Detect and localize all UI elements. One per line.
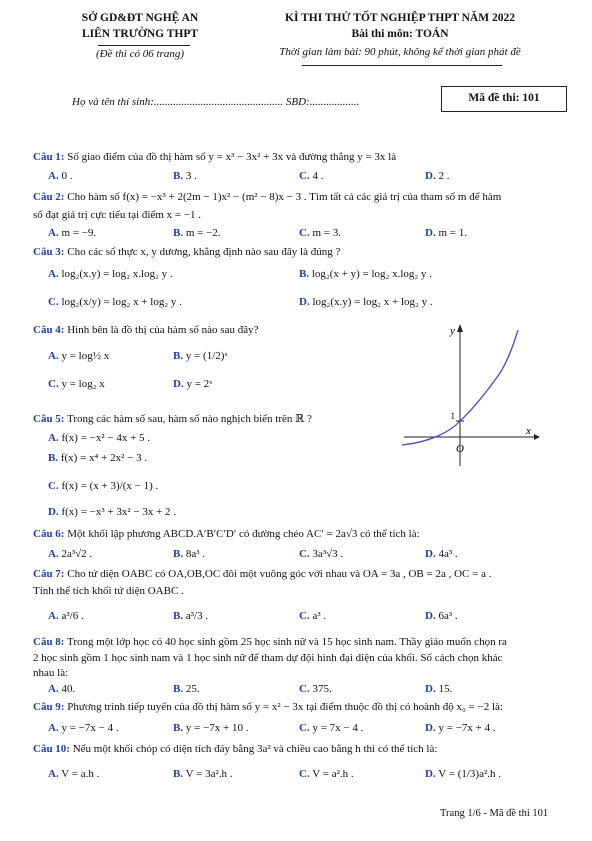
- q10-option-d[interactable]: [425, 768, 501, 780]
- option-text: a³/6 .: [61, 610, 84, 622]
- option-text: V = a².h .: [312, 768, 354, 780]
- option-text: 3 .: [185, 170, 197, 182]
- option-text: y = −7x + 4 .: [438, 722, 496, 734]
- header-underline-left: [98, 45, 190, 46]
- y-axis-arrow-icon: [457, 324, 463, 332]
- question-text: Cho hàm số f(x) = −x³ + 2(2m − 1)x² − (m² − 8)x − 3 . Tìm tất cả các giá trị của tham số m để hàm: [67, 191, 502, 203]
- option-letter: C.: [299, 722, 310, 734]
- option-letter: A.: [48, 768, 59, 780]
- option-text: log₂(x.y) = log₂ x + log₂ y .: [312, 296, 433, 308]
- q4-option-c[interactable]: [48, 378, 105, 390]
- question-2-cont: số đạt giá trị cực tiểu tại điểm x = −1 .: [33, 209, 202, 221]
- option-letter: B.: [48, 452, 59, 464]
- option-text: 6a³ .: [438, 610, 458, 622]
- q7-option-d[interactable]: [425, 610, 458, 622]
- question-number: Câu 7:: [33, 568, 65, 580]
- exam-title: KÌ THI THỬ TỐT NGHIỆP THPT NĂM 2022: [285, 12, 515, 24]
- option-letter: B.: [173, 170, 184, 182]
- pages-note: (Đề thi có 06 trang): [96, 48, 184, 60]
- option-text: y = 2ˣ: [186, 378, 213, 390]
- option-letter: B.: [173, 768, 184, 780]
- tick-label: 1: [450, 411, 455, 421]
- question-text: Cho các số thực x, y dương, khẳng định nào sau đây là đúng ?: [67, 246, 341, 258]
- question-text: Nếu một khối chóp có diện tích đáy bằng 3a² và chiều cao bằng h thì có thể tích là:: [72, 743, 438, 755]
- x-label: x: [526, 425, 531, 437]
- header-underline-right: [302, 65, 502, 66]
- option-letter: B.: [299, 268, 310, 280]
- q4-option-a[interactable]: [48, 350, 109, 362]
- q10-option-b[interactable]: [173, 768, 233, 780]
- question-number: Câu 3:: [33, 246, 65, 258]
- question-number: Câu 9:: [33, 701, 65, 713]
- student-info-line: Họ và tên thí sinh:............................................... SBD:..................: [72, 96, 360, 108]
- q5-option-c[interactable]: [48, 480, 158, 492]
- option-letter: C.: [299, 170, 310, 182]
- question-number: Câu 5:: [33, 413, 65, 425]
- option-text: m = 3.: [312, 227, 341, 239]
- option-text: m = −2.: [185, 227, 221, 239]
- option-letter: C.: [48, 378, 59, 390]
- q1-option-c[interactable]: [299, 170, 323, 182]
- option-text: V = 3a².h .: [185, 768, 233, 780]
- question-number: Câu 10:: [33, 743, 70, 755]
- q7-option-b[interactable]: [173, 610, 208, 622]
- question-3: [33, 246, 340, 258]
- exponential-graph: [400, 318, 540, 468]
- q9-option-c[interactable]: [299, 722, 363, 734]
- exam-time-note: Thời gian làm bài: 90 phút, không kể thời gian phát đề: [279, 46, 521, 58]
- option-text: f(x) = (x + 3)/(x − 1) .: [61, 480, 159, 492]
- option-text: 0 .: [61, 170, 73, 182]
- q1-option-d[interactable]: [425, 170, 449, 182]
- option-text: f(x) = −x² − 4x + 5 .: [61, 432, 151, 444]
- option-letter: D.: [425, 683, 436, 695]
- option-text: 4 .: [312, 170, 324, 182]
- option-text: y = −7x + 10 .: [185, 722, 249, 734]
- question-8-cont: 2 học sinh gồm 1 học sinh nam và 1 học sinh nữ để tham dự đội hình đại diện của khối. Số cách chọn khác: [33, 652, 503, 664]
- option-letter: C.: [299, 548, 310, 560]
- q7-option-c[interactable]: [299, 610, 326, 622]
- option-text: log₂(x.y) = log₂ x.log₂ y .: [61, 268, 173, 280]
- option-letter: D.: [48, 506, 59, 518]
- question-8-cont2: nhau là:: [33, 667, 69, 679]
- q10-option-c[interactable]: [299, 768, 354, 780]
- option-text: m = −9.: [61, 227, 97, 239]
- option-letter: B.: [173, 722, 184, 734]
- option-text: 40.: [61, 683, 76, 695]
- option-text: y = log½ x: [61, 350, 110, 362]
- option-text: 2 .: [438, 170, 450, 182]
- option-letter: A.: [48, 722, 59, 734]
- question-text: Trong một lớp học có 40 học sinh gồm 25 học sinh nữ và 15 học sinh nam. Thầy giáo muốn chọn ra: [67, 636, 507, 648]
- option-text: V = a.h .: [61, 768, 100, 780]
- page-footer: Trang 1/6 - Mã đề thi 101: [440, 808, 549, 819]
- option-letter: D.: [173, 378, 184, 390]
- option-text: y = 7x − 4 .: [312, 722, 364, 734]
- q5-option-d[interactable]: [48, 506, 176, 518]
- option-letter: C.: [299, 610, 310, 622]
- question-text: Số giao điểm của đồ thị hàm số y = x³ − 3x² + 3x và đường thẳng y = 3x là: [67, 151, 397, 163]
- q2-option-a[interactable]: [48, 227, 96, 239]
- question-9: [33, 701, 503, 713]
- option-letter: C.: [299, 768, 310, 780]
- option-letter: A.: [48, 432, 59, 444]
- q3-option-b[interactable]: [299, 268, 432, 280]
- q4-option-d[interactable]: [173, 378, 212, 390]
- question-number: Câu 2:: [33, 191, 65, 203]
- question-8: [33, 636, 507, 648]
- q6-option-c[interactable]: [299, 548, 343, 560]
- question-10: [33, 743, 437, 755]
- y-label: y: [450, 325, 455, 337]
- option-text: 2a³√2 .: [61, 548, 93, 560]
- question-text: Hình bên là đồ thị của hàm số nào sau đây?: [67, 324, 259, 336]
- q6-option-a[interactable]: [48, 548, 92, 560]
- question-6: [33, 528, 420, 540]
- option-text: a³ .: [312, 610, 327, 622]
- question-2: [33, 191, 501, 203]
- option-text: a³/3 .: [185, 610, 209, 622]
- q4-option-b[interactable]: [173, 350, 228, 362]
- option-letter: C.: [48, 480, 59, 492]
- question-7: [33, 568, 491, 580]
- exam-code-box: [441, 86, 567, 112]
- dept-name: SỞ GD&ĐT NGHỆ AN: [81, 12, 199, 24]
- option-text: log₂(x + y) = log₂ x.log₂ y .: [311, 268, 433, 280]
- option-text: y = −7x − 4 .: [61, 722, 119, 734]
- q5-option-a[interactable]: [48, 432, 150, 444]
- option-text: 3a³√3 .: [312, 548, 344, 560]
- question-text: Trong các hàm số sau, hàm số nào nghịch biến trên ℝ ?: [67, 413, 312, 425]
- question-number: Câu 6:: [33, 528, 65, 540]
- option-letter: B.: [173, 548, 184, 560]
- q6-option-d[interactable]: [425, 548, 458, 560]
- option-text: 375.: [312, 683, 332, 695]
- option-letter: B.: [173, 683, 184, 695]
- question-text: Cho tứ diện OABC có OA,OB,OC đôi một vuông góc với nhau và OA = 3a , OB = 2a , OC = a .: [67, 568, 492, 580]
- exam-subject: Bài thi môn: TOÁN: [351, 28, 449, 40]
- q8-option-b[interactable]: [173, 683, 200, 695]
- x-axis-arrow-icon: [534, 434, 540, 440]
- q1-option-a[interactable]: [48, 170, 72, 182]
- option-letter: D.: [425, 768, 436, 780]
- option-letter: A.: [48, 610, 59, 622]
- q3-option-a[interactable]: [48, 268, 173, 280]
- option-letter: C.: [48, 296, 59, 308]
- option-text: log₂(x/y) = log₂ x + log₂ y .: [61, 296, 182, 308]
- option-letter: C.: [299, 227, 310, 239]
- q8-option-c[interactable]: [299, 683, 332, 695]
- q7-option-a[interactable]: [48, 610, 84, 622]
- option-text: f(x) = x⁴ + 2x² − 3 .: [60, 452, 148, 464]
- option-text: 25.: [185, 683, 200, 695]
- option-letter: A.: [48, 268, 59, 280]
- q3-option-c[interactable]: [48, 296, 182, 308]
- option-letter: A.: [48, 227, 59, 239]
- option-text: 4a³ .: [438, 548, 458, 560]
- question-1: [33, 151, 396, 163]
- q9-option-b[interactable]: [173, 722, 248, 734]
- exam-code: Mã đề thi: 101: [468, 92, 540, 104]
- option-letter: B.: [173, 610, 184, 622]
- option-letter: B.: [173, 227, 184, 239]
- option-text: y = (1/2)ˣ: [185, 350, 228, 362]
- option-letter: A.: [48, 350, 59, 362]
- option-letter: D.: [299, 296, 310, 308]
- question-4: [33, 324, 258, 336]
- option-letter: A.: [48, 548, 59, 560]
- option-letter: A.: [48, 170, 59, 182]
- option-letter: D.: [425, 722, 436, 734]
- question-text: Một khối lập phương ABCD.A′B′C′D′ có đường chéo AC′ = 2a√3 có thể tích là:: [67, 528, 420, 540]
- option-letter: B.: [173, 350, 184, 362]
- q8-option-d[interactable]: [425, 683, 452, 695]
- q6-option-b[interactable]: [173, 548, 205, 560]
- school-name: LIÊN TRƯỜNG THPT: [81, 28, 199, 40]
- option-text: V = (1/3)a².h .: [438, 768, 502, 780]
- q8-option-a[interactable]: [48, 683, 75, 695]
- q2-option-d[interactable]: [425, 227, 467, 239]
- q2-option-b[interactable]: [173, 227, 221, 239]
- origin-label: O: [456, 443, 464, 455]
- question-number: Câu 8:: [33, 636, 65, 648]
- option-letter: D.: [425, 548, 436, 560]
- q1-option-b[interactable]: [173, 170, 197, 182]
- q10-option-a[interactable]: [48, 768, 99, 780]
- option-text: 8a³ .: [185, 548, 206, 560]
- option-letter: C.: [299, 683, 310, 695]
- option-letter: D.: [425, 170, 436, 182]
- q2-option-c[interactable]: [299, 227, 341, 239]
- question-number: Câu 1:: [33, 151, 65, 163]
- q3-option-d[interactable]: [299, 296, 433, 308]
- q9-option-a[interactable]: [48, 722, 119, 734]
- option-text: y = log₂ x: [61, 378, 105, 390]
- option-text: 15.: [438, 683, 453, 695]
- question-number: Câu 4:: [33, 324, 65, 336]
- q5-option-b[interactable]: [48, 452, 147, 464]
- question-5: [33, 412, 312, 425]
- option-text: m = 1.: [438, 227, 467, 239]
- question-text: Phương trình tiếp tuyến của đồ thị hàm số y = x² − 3x tại điểm thuộc đồ thị có hoành độ x₀ = −2 là:: [67, 701, 503, 713]
- option-letter: D.: [425, 227, 436, 239]
- q9-option-d[interactable]: [425, 722, 496, 734]
- question-7-cont: Tính thể tích khối tứ diện OABC .: [33, 585, 184, 597]
- option-text: f(x) = −x³ + 3x² − 3x + 2 .: [61, 506, 177, 518]
- option-letter: D.: [425, 610, 436, 622]
- option-letter: A.: [48, 683, 59, 695]
